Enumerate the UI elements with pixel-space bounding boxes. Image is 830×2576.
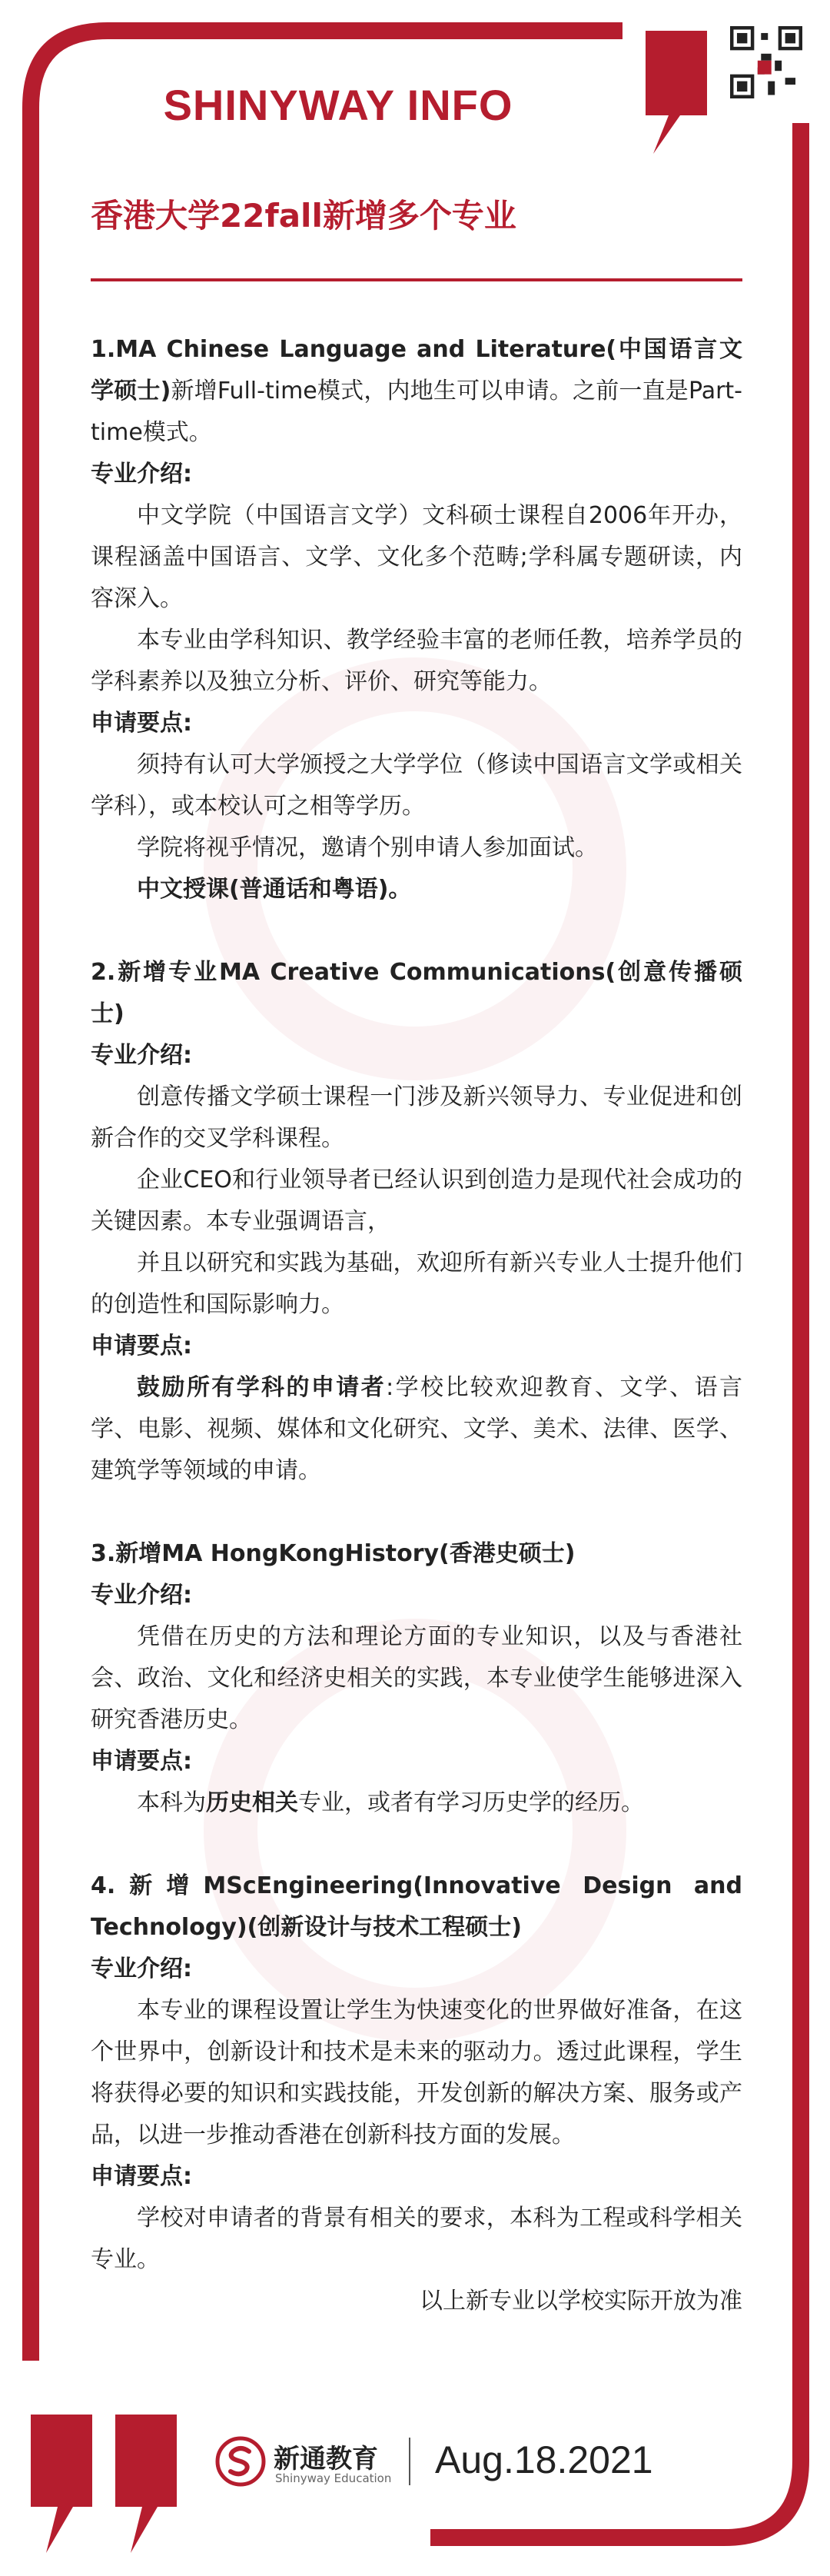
body-paragraph: 须持有认可大学颁授之大学学位（修读中国语言文学或相关学科），或本校认可之相等学历。	[91, 751, 742, 820]
emphasis-text: 鼓励所有学科的申请者	[137, 1374, 387, 1401]
heading-text: 2.新增专业MA Creative Communications(创意传播硕士)	[91, 959, 742, 1027]
body-paragraph: 本专业的课程设置让学生为快速变化的世界做好准备，在这个世界中，创新设计和技术是未来的驱动力。透过此课程，学生将获得必要的知识和实践技能，开发创新的解决方案、服务或产品，以进一步推动香港在创新科技方面的发展。	[91, 1997, 742, 2148]
section-label: 申请要点:	[91, 1333, 192, 1360]
section-label: 申请要点:	[91, 710, 192, 737]
footer-divider	[409, 2438, 410, 2485]
footer-brand-cn: 新通教育	[274, 2444, 378, 2474]
publish-date: Aug.18.2021	[435, 2438, 653, 2481]
body-paragraph: 并且以研究和实践为基础，欢迎所有新兴专业人士提升他们的创造性和国际影响力。	[91, 1250, 742, 1318]
section-label: 专业介绍:	[91, 461, 192, 488]
section-gap	[91, 1824, 742, 1865]
body-text: 本科为	[137, 1789, 206, 1816]
body-text: :学校比较欢迎教育、文学、语言学、电影、视频、媒体和文化研究、文学、美术、法律、医学、建筑学等领域的申请。	[91, 1374, 743, 1484]
body-paragraph: 中文学院（中国语言文学）文科硕士课程自2006年开办，课程涵盖中国语言、文学、文化多个范畴;学科属专题研读，内容深入。	[91, 502, 742, 612]
qr-code-icon[interactable]	[730, 26, 802, 98]
body-paragraph: 企业CEO和行业领导者已经认识到创造力是现代社会成功的关键因素。本专业强调语言，	[91, 1167, 742, 1235]
heading-text: 4.新增MScEngineering(Innovative Design and Technology)(创新设计与技术工程硕士)	[91, 1872, 742, 1941]
heading-text: 1.MA Chinese Language and Literature(中国语言文学硕士)	[91, 336, 742, 404]
body-text: 专业，或者有学习历史学的经历。	[298, 1789, 644, 1816]
section-heading	[91, 1865, 742, 1949]
section-label: 申请要点:	[91, 1748, 192, 1775]
article-body	[91, 329, 742, 2322]
heading-text: 3.新增MA HongKongHistory(香港史硕士)	[91, 1540, 576, 1567]
section-label: 专业介绍:	[91, 1955, 192, 1982]
section-heading	[91, 952, 742, 1035]
shinyway-logo-icon	[215, 2436, 266, 2487]
body-paragraph	[91, 1367, 742, 1492]
body-paragraph: 凭借在历史的方法和理论方面的专业知识，以及与香港社会、政治、文化和经济史相关的实践，本专业使学生能够进深入研究香港历史。	[91, 1623, 742, 1733]
emphasis-text: 历史相关	[206, 1789, 298, 1816]
section-gap	[91, 910, 742, 952]
title-divider	[91, 278, 742, 281]
body-paragraph-bold: 中文授课(普通话和粤语)。	[137, 876, 412, 903]
page-title: 香港大学22fall新增多个专业	[91, 197, 516, 235]
section-label: 专业介绍:	[91, 1042, 192, 1069]
section-heading	[91, 1533, 742, 1575]
body-paragraph: 学校对申请者的背景有相关的要求，本科为工程或科学相关专业。	[91, 2205, 742, 2273]
closing-note: 以上新专业以学校实际开放为准	[420, 2288, 742, 2315]
heading-rest: 新增Full-time模式，内地生可以申请。之前一直是Part-time模式。	[91, 378, 742, 446]
footer-brand-en: Shinyway Education	[275, 2471, 392, 2485]
body-paragraph	[91, 1782, 742, 1824]
section-heading	[91, 329, 742, 454]
body-paragraph: 创意传播文学硕士课程一门涉及新兴领导力、专业促进和创新合作的交叉学科课程。	[91, 1083, 742, 1152]
body-paragraph: 学院将视乎情况，邀请个别申请人参加面试。	[137, 834, 598, 861]
body-paragraph: 本专业由学科知识、教学经验丰富的老师任教，培养学员的学科素养以及独立分析、评价、研究等能力。	[91, 627, 742, 695]
section-label: 申请要点:	[91, 2163, 192, 2190]
section-label: 专业介绍:	[91, 1582, 192, 1609]
brand-title: SHINYWAY INFO	[163, 81, 513, 129]
section-gap	[91, 1492, 742, 1533]
